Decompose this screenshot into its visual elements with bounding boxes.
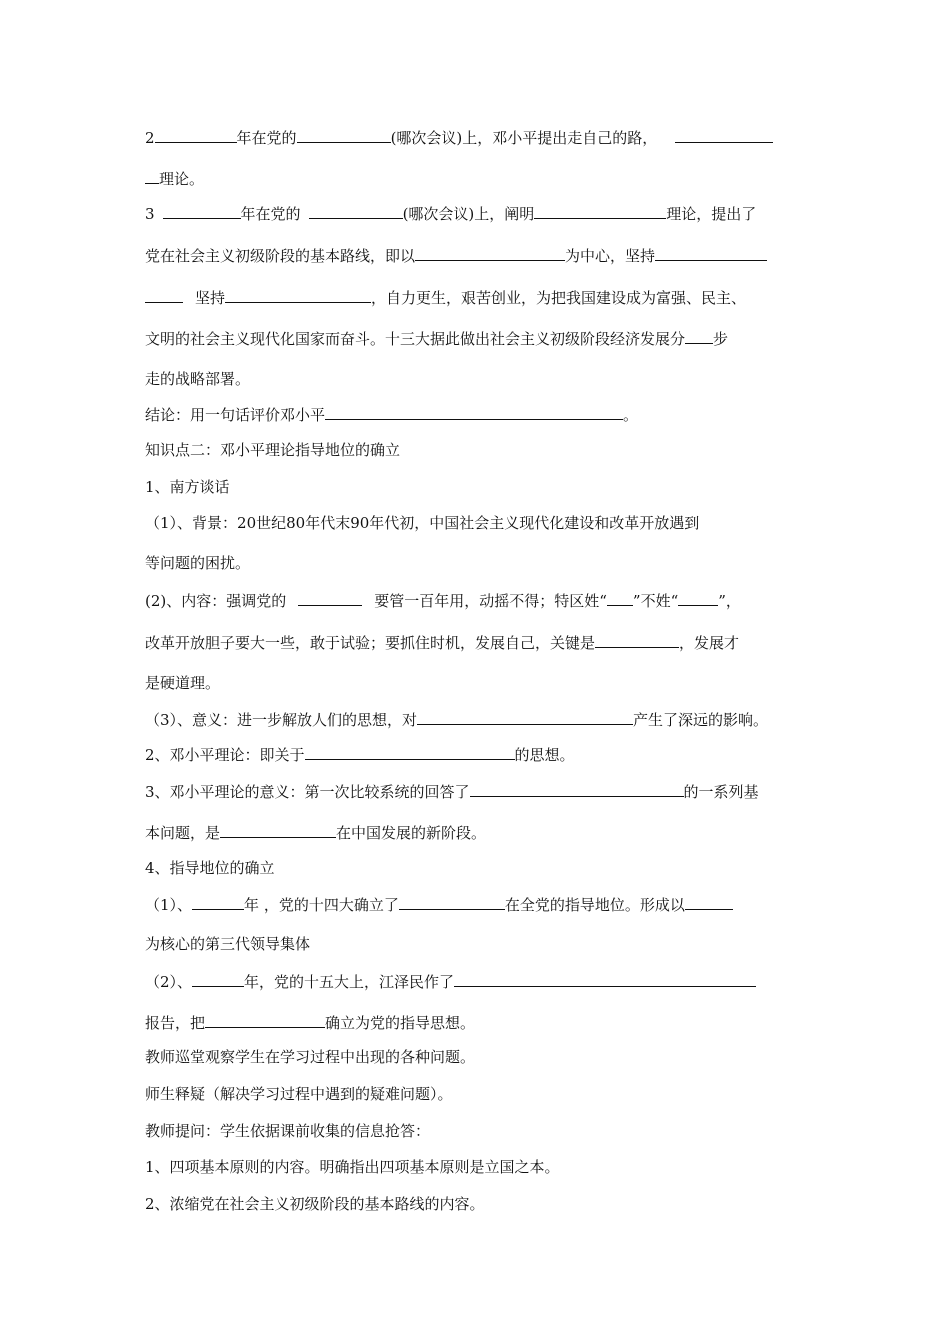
- blank: [595, 632, 679, 648]
- blank: [607, 590, 633, 606]
- text: 理论，提出了: [666, 205, 757, 223]
- line-28: 1、四项基本原则的内容。明确指出四项基本原则是立国之本。: [145, 1158, 560, 1176]
- text: 文明的社会主义现代化国家而奋斗。十三大据此做出社会主义初级阶段经济发展分: [145, 330, 686, 348]
- blank: [415, 245, 565, 261]
- text: 2、邓小平理论：即关于: [145, 746, 305, 764]
- blank: [163, 203, 241, 219]
- text: 年 ，党的十四大确立了: [244, 896, 399, 914]
- text: 。: [623, 406, 639, 424]
- line-14: [145, 632, 739, 653]
- blank: [297, 127, 391, 143]
- blank: [417, 709, 633, 725]
- text: (哪次会议)上，阐明: [402, 205, 535, 223]
- line-15: 是硬道理。: [145, 674, 221, 692]
- blank: [470, 781, 684, 797]
- text: 产生了深远的影响。: [633, 711, 769, 729]
- text: 为中心，坚持: [565, 247, 656, 265]
- blank: [155, 127, 237, 143]
- text: 报告，把: [145, 1014, 206, 1032]
- text: 改革开放胆子要大一些，敢于试验；要抓住时机，发展自己，关键是: [145, 634, 596, 652]
- blank: [192, 971, 244, 987]
- text: 在全党的指导地位。形成以: [504, 896, 685, 914]
- line-5: [145, 287, 746, 308]
- line-10: 1、南方谈话: [145, 478, 230, 496]
- line-4: [145, 245, 767, 266]
- text: ，自力更生，艰苦创业，为把我国建设成为富强、民主、: [371, 289, 747, 307]
- text: 年在党的: [236, 129, 297, 147]
- text: （1）、: [145, 896, 193, 914]
- line-8: [145, 404, 638, 425]
- blank: [220, 822, 336, 838]
- text: ”不姓“: [632, 592, 679, 610]
- text: 3: [145, 205, 155, 223]
- text: （3）、意义：进一步解放人们的思想，对: [145, 711, 418, 729]
- blank: [454, 971, 756, 987]
- text: ，发展才: [679, 634, 740, 652]
- text: 要管一百年用，动摇不得；特区姓“: [374, 592, 607, 610]
- blank: [685, 894, 733, 910]
- blank: [145, 168, 159, 184]
- line-3: [145, 203, 756, 224]
- blank: [298, 590, 362, 606]
- line-19: [145, 822, 486, 843]
- blank: [192, 894, 244, 910]
- text: （2）、: [145, 973, 193, 991]
- blank: [399, 894, 505, 910]
- text: 结论：用一句话评价邓小平: [145, 406, 326, 424]
- line-20: 4、指导地位的确立: [145, 859, 275, 877]
- text: 年在党的: [240, 205, 301, 223]
- blank: [145, 287, 183, 303]
- text: 理论。: [159, 170, 205, 188]
- line-11: （1）、背景：20世纪80年代末90年代初，中国社会主义现代化建设和改革开放遇到: [145, 514, 700, 532]
- text: 步: [713, 330, 729, 348]
- blank: [447, 744, 515, 760]
- line-23: [145, 971, 756, 992]
- line-17: [145, 744, 575, 765]
- blank: [675, 127, 773, 143]
- line-18: [145, 781, 759, 802]
- line-2: [145, 168, 204, 189]
- text: 3、邓小平理论的意义：第一次比较系统的回答了: [145, 783, 470, 801]
- text: (哪次会议)上，邓小平提出走自己的路，: [390, 129, 658, 147]
- blank: [205, 1012, 325, 1028]
- text: 的一系列基: [683, 783, 759, 801]
- blank: [678, 590, 718, 606]
- line-6: [145, 328, 728, 349]
- blank: [225, 287, 371, 303]
- line-1: [145, 127, 773, 148]
- blank: [655, 245, 767, 261]
- text: 的思想。: [514, 746, 575, 764]
- line-7: 走的战略部署。: [145, 370, 251, 388]
- text: 年，党的十五大上，江泽民作了: [244, 973, 455, 991]
- line-26: 师生释疑（解决学习过程中遇到的疑难问题）。: [145, 1085, 453, 1103]
- text: ”，: [718, 592, 741, 610]
- text: 2: [145, 129, 155, 147]
- line-12: 等问题的困扰。: [145, 554, 251, 572]
- blank: [685, 328, 713, 344]
- line-27: 教师提问：学生依据课前收集的信息抢答：: [145, 1122, 431, 1140]
- text: (2)、内容：强调党的: [145, 592, 287, 610]
- text: 确立为党的指导思想。: [325, 1014, 476, 1032]
- line-13: [145, 590, 741, 611]
- text: 在中国发展的新阶段。: [336, 824, 487, 842]
- text: 坚持: [195, 289, 226, 307]
- blank: [534, 203, 666, 219]
- line-24: [145, 1012, 475, 1033]
- line-29: 2、浓缩党在社会主义初级阶段的基本路线的内容。: [145, 1195, 485, 1213]
- blank: [305, 744, 447, 760]
- line-9: 知识点二：邓小平理论指导地位的确立: [145, 441, 401, 459]
- line-22: 为核心的第三代领导集体: [145, 935, 311, 953]
- blank: [309, 203, 403, 219]
- line-21: [145, 894, 733, 915]
- text: 党在社会主义初级阶段的基本路线，即以: [145, 247, 416, 265]
- line-25: 教师巡堂观察学生在学习过程中出现的各种问题。: [145, 1048, 476, 1066]
- line-16: [145, 709, 768, 730]
- text: 本问题，是: [145, 824, 221, 842]
- blank: [325, 404, 623, 420]
